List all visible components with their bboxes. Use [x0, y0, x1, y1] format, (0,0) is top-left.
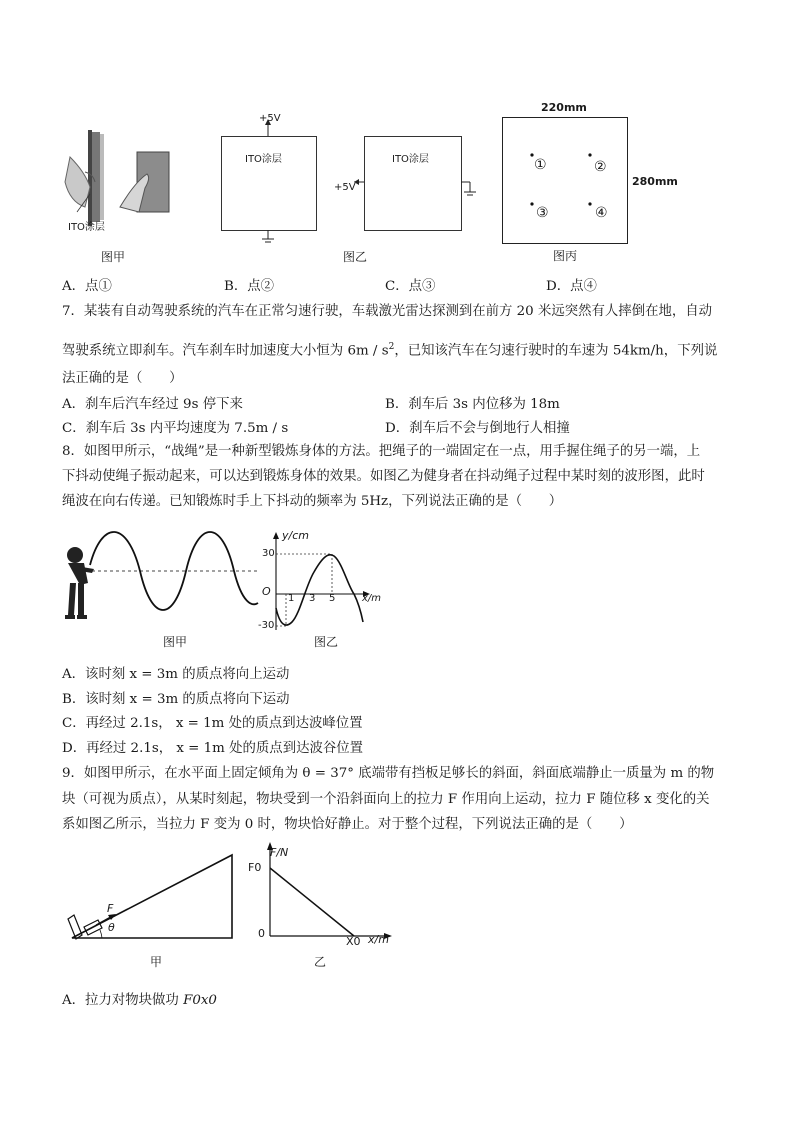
q8-stem-line2: 下抖动使绳子振动起来，可以达到锻炼身体的效果。如图乙为健身者在抖动绳子过程中某时刻的波形图，此时 — [62, 469, 705, 484]
q6-bing-caption: 图丙 — [553, 249, 578, 263]
q9-jia-angle: θ — [108, 921, 115, 934]
q6-option-d: D．点④ — [546, 279, 597, 294]
q8-yi-ybot: -30 — [258, 620, 275, 631]
q9-yi-f0: F0 — [248, 861, 262, 874]
q8-yi-t1: 1 — [288, 593, 295, 604]
q8-yi-origin: O — [262, 585, 271, 598]
q9-yi-ylabel: F/N — [270, 846, 289, 859]
q6-bing-p1: ① — [534, 157, 547, 173]
q9-option-a-math: F0x0 — [183, 993, 217, 1008]
q7-option-b: B．刹车后 3s 内位移为 18m — [385, 397, 560, 412]
q9-option-a-text: A．拉力对物块做功 — [62, 993, 184, 1008]
q9-jia-caption: 甲 — [150, 955, 163, 969]
q7-option-a: A．刹车后汽车经过 9s 停下来 — [62, 397, 243, 412]
q9-yi-xlabel: x/m — [368, 933, 389, 946]
q6-yi-ito1: ITO涂层 — [245, 154, 282, 165]
q6-yi-ito2: ITO涂层 — [392, 154, 429, 165]
q8-option-c: C．再经过 2.1s， x = 1m 处的质点到达波峰位置 — [62, 716, 363, 731]
q6-jia-ito-label: ITO涂层 — [68, 222, 105, 233]
q9-option-a — [62, 991, 217, 1011]
q7-option-d: D．刹车后不会与倒地行人相撞 — [385, 421, 570, 436]
q8-option-d: D．再经过 2.1s， x = 1m 处的质点到达波谷位置 — [62, 741, 364, 756]
q9-yi-caption: 乙 — [314, 955, 327, 969]
q9-stem-line2: 块（可视为质点），从某时刻起，物块受到一个沿斜面向上的拉力 F 作用向上运动，拉力 F 随位移 x 变化的关 — [62, 792, 710, 807]
q8-yi-t3: 3 — [309, 593, 316, 604]
q8-stem-line1: 8．如图甲所示，“战绳”是一种新型锻炼身体的方法。把绳子的一端固定在一点，用手握住绳子的另一端，上 — [62, 444, 701, 459]
q8-option-b: B．该时刻 x = 3m 的质点将向下运动 — [62, 692, 290, 707]
q9-jia-force: F — [107, 902, 114, 915]
q7-stem-line2a: 驾驶系统立即刹车。汽车刹车时加速度大小恒为 6m / s — [62, 343, 389, 359]
q8-yi-t5: 5 — [329, 593, 336, 604]
q9-yi-origin: 0 — [258, 927, 265, 940]
q8-fig-yi — [262, 530, 372, 640]
q6-bing-p4: ④ — [595, 205, 608, 221]
q6-bing-dots — [502, 117, 626, 242]
q6-bing-height: 280mm — [632, 175, 678, 188]
q9-fig-jia — [62, 835, 242, 945]
q6-yi-wires — [220, 115, 520, 245]
q6-bing-p2: ② — [594, 159, 607, 175]
q7-stem-line2 — [62, 337, 717, 361]
q8-option-a: A．该时刻 x = 3m 的质点将向上运动 — [62, 667, 290, 682]
q6-option-b: B．点② — [224, 279, 275, 294]
q6-option-c: C．点③ — [385, 279, 436, 294]
q7-stem-line3: 法正确的是（ ） — [62, 371, 183, 386]
q6-yi-caption: 图乙 — [343, 250, 368, 264]
q6-option-a: A．点① — [62, 279, 112, 294]
q8-yi-xlabel: x/m — [362, 593, 382, 604]
q8-yi-ylabel: y/cm — [282, 529, 309, 542]
q6-yi-v1: +5V — [259, 113, 281, 124]
q8-fig-jia — [62, 525, 262, 635]
q7-stem-sup: 2 — [388, 342, 395, 352]
q8-stem-line3: 绳波在向右传递。已知锻炼时手上下抖动的频率为 5Hz，下列说法正确的是（ ） — [62, 494, 563, 509]
q6-jia-caption: 图甲 — [101, 250, 126, 264]
q6-yi-v2: +5V — [334, 182, 356, 193]
q8-yi-ytop: 30 — [262, 548, 275, 559]
q6-bing-width: 220mm — [541, 101, 587, 114]
q8-jia-caption: 图甲 — [163, 635, 188, 649]
q7-stem-line2b: ，已知该汽车在匀速行驶时的车速为 54km/h，下列说 — [394, 343, 718, 359]
q9-yi-x0: X0 — [346, 935, 361, 948]
q6-bing-p3: ③ — [536, 205, 549, 221]
q7-option-c: C．刹车后 3s 内平均速度为 7.5m / s — [62, 421, 289, 436]
q7-stem-line1: 7．某装有自动驾驶系统的汽车在正常匀速行驶，车载激光雷达探测到在前方 20 米远突然有人摔倒在地，自动 — [62, 304, 713, 319]
q6-fig-jia — [65, 112, 175, 262]
q9-stem-line3: 系如图乙所示，当拉力 F 变为 0 时，物块恰好静止。对于整个过程，下列说法正确的是（ ） — [62, 817, 633, 832]
q9-stem-line1: 9．如图甲所示，在水平面上固定倾角为 θ = 37° 底端带有挡板足够长的斜面，斜面底端静止一质量为 m 的物 — [62, 766, 715, 781]
q8-yi-caption: 图乙 — [314, 635, 339, 649]
